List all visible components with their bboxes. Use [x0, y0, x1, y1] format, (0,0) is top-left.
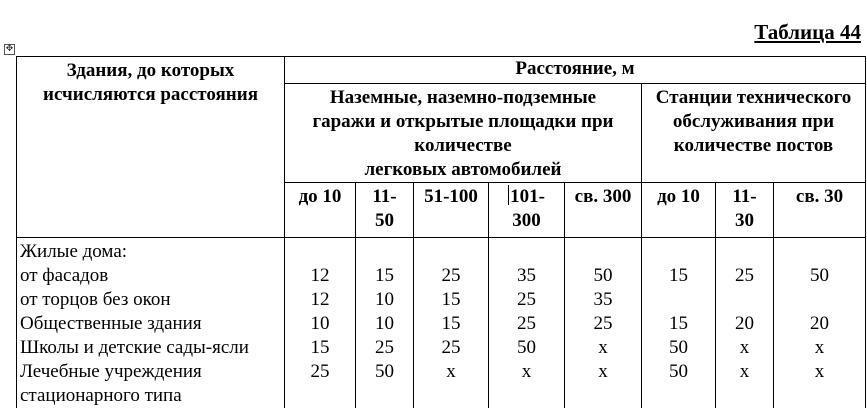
- col-station-over-30: [774, 183, 866, 238]
- value-cell: x: [777, 336, 862, 360]
- value-cell: 25: [492, 288, 561, 312]
- values-column: [774, 238, 866, 408]
- value-cell: 50: [568, 264, 638, 288]
- col-garage-11-50: [356, 183, 414, 238]
- value-cell: 10: [359, 288, 410, 312]
- buildings-header-line: Здания, до которых: [20, 59, 281, 83]
- value-cell: [417, 240, 485, 264]
- values-column: [414, 238, 489, 408]
- col-garage-51-100: [414, 183, 489, 238]
- value-cell: [645, 288, 712, 312]
- col-label: 50: [359, 209, 410, 233]
- row-label: стационарного типа: [20, 384, 281, 408]
- value-cell: [719, 288, 770, 312]
- col-label: св. 30: [777, 185, 862, 209]
- value-cell: 25: [417, 336, 485, 360]
- value-cell: x: [492, 360, 561, 384]
- value-cell: 25: [359, 336, 410, 360]
- value-cell: 50: [645, 360, 712, 384]
- row-label: от фасадов: [20, 264, 281, 288]
- value-cell: 15: [645, 264, 712, 288]
- value-cell: x: [568, 336, 638, 360]
- col-label-with-cursor[interactable]: [492, 185, 561, 209]
- values-column: [356, 238, 414, 408]
- value-cell: 15: [645, 312, 712, 336]
- distance-header-text: Расстояние, м: [288, 57, 862, 81]
- value-cell: 35: [568, 288, 638, 312]
- garages-header-line: Наземные, наземно-подземные: [288, 86, 638, 110]
- value-cell: 25: [417, 264, 485, 288]
- col-label: 11-: [719, 185, 770, 209]
- row-label: Лечебные учреждения: [20, 360, 281, 384]
- value-cell: x: [568, 360, 638, 384]
- col-garage-101-300: [489, 183, 565, 238]
- value-cell: 50: [492, 336, 561, 360]
- values-column: [565, 238, 642, 408]
- col-label: св. 300: [568, 185, 638, 209]
- value-cell: [777, 288, 862, 312]
- col-station-11-30: [716, 183, 774, 238]
- col-station-upto-10: [642, 183, 716, 238]
- value-cell: 25: [492, 312, 561, 336]
- table-caption: Таблица 44: [754, 18, 861, 46]
- value-cell: 20: [719, 312, 770, 336]
- stations-header-line: количестве постов: [645, 134, 862, 158]
- value-cell: 50: [359, 360, 410, 384]
- value-cell: [492, 240, 561, 264]
- col-label: 11-: [359, 185, 410, 209]
- value-cell: 10: [288, 312, 352, 336]
- value-cell: 25: [719, 264, 770, 288]
- value-cell: 20: [777, 312, 862, 336]
- value-cell: 12: [288, 288, 352, 312]
- value-cell: 10: [359, 312, 410, 336]
- value-cell: x: [417, 360, 485, 384]
- col-label: 30: [719, 209, 770, 233]
- value-cell: 15: [417, 288, 485, 312]
- buildings-header-line: исчисляются расстояния: [20, 83, 281, 107]
- values-column: [642, 238, 716, 408]
- row-label: от торцов без окон: [20, 288, 281, 312]
- buildings-header: [17, 57, 285, 238]
- col-label: до 10: [645, 185, 712, 209]
- value-cell: 25: [288, 360, 352, 384]
- garages-header-line: гаражи и открытые площадки при: [288, 110, 638, 134]
- garages-header-line: легковых автомобилей: [288, 158, 638, 182]
- value-cell: [568, 240, 638, 264]
- value-cell: 15: [288, 336, 352, 360]
- values-column: [716, 238, 774, 408]
- row-labels-cell: [17, 238, 285, 408]
- row-label: Жилые дома:: [20, 240, 281, 264]
- value-cell: 25: [568, 312, 638, 336]
- value-cell: x: [777, 360, 862, 384]
- text-cursor-icon: [508, 185, 509, 205]
- value-cell: 15: [359, 264, 410, 288]
- value-cell: [288, 240, 352, 264]
- distance-table: [16, 56, 866, 408]
- value-cell: 12: [288, 264, 352, 288]
- value-cell: [719, 240, 770, 264]
- col-label: до 10: [288, 185, 352, 209]
- col-garage-upto-10: [285, 183, 356, 238]
- value-cell: x: [719, 360, 770, 384]
- garages-header: [285, 84, 642, 183]
- value-cell: 50: [777, 264, 862, 288]
- value-cell: x: [719, 336, 770, 360]
- value-cell: [777, 240, 862, 264]
- stations-header: [642, 84, 866, 183]
- garages-header-line: количестве: [288, 134, 638, 158]
- table-body-row: [17, 238, 866, 408]
- row-label: Общественные здания: [20, 312, 281, 336]
- distance-header: [285, 57, 866, 84]
- values-column: [489, 238, 565, 408]
- value-cell: 15: [417, 312, 485, 336]
- value-cell: 35: [492, 264, 561, 288]
- row-label: Школы и детские сады-ясли: [20, 336, 281, 360]
- stations-header-line: обслуживания при: [645, 110, 862, 134]
- values-column: [285, 238, 356, 408]
- value-cell: [359, 240, 410, 264]
- stations-header-line: Станции технического: [645, 86, 862, 110]
- table-move-handle-icon[interactable]: ✥: [4, 44, 15, 55]
- col-label: 101-: [510, 186, 545, 207]
- value-cell: [645, 240, 712, 264]
- col-label: 51-100: [417, 185, 485, 209]
- col-garage-over-300: [565, 183, 642, 238]
- col-label: 300: [492, 209, 561, 233]
- value-cell: 50: [645, 336, 712, 360]
